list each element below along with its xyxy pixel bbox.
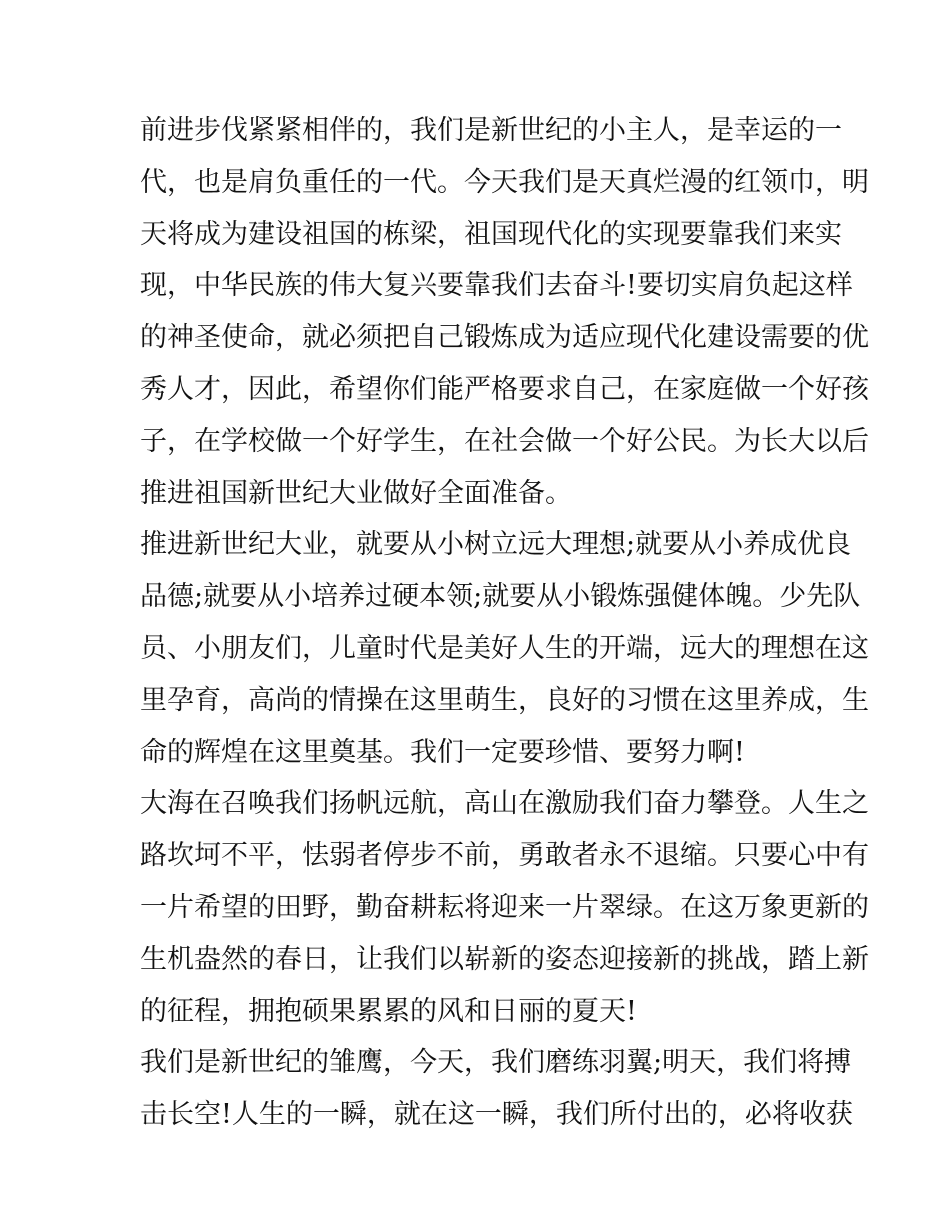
text-line: 代，也是肩负重任的一代。今天我们是天真烂漫的红领巾，明 <box>140 166 869 198</box>
text-line: 现，中华民族的伟大复兴要靠我们去奋斗!要切实肩负起这样 <box>140 270 853 302</box>
text-line: 推进祖国新世纪大业做好全面准备。 <box>140 477 572 509</box>
text-line: 秀人才，因此，希望你们能严格要求自己，在家庭做一个好孩 <box>140 373 869 405</box>
text-line: 推进新世纪大业，就要从小树立远大理想;就要从小养成优良 <box>140 529 852 561</box>
text-line: 我们是新世纪的雏鹰，今天，我们磨练羽翼;明天，我们将搏 <box>140 1047 852 1079</box>
text-line: 子，在学校做一个好学生，在社会做一个好公民。为长大以后 <box>140 425 869 457</box>
text-line: 天将成为建设祖国的栋梁，祖国现代化的实现要靠我们来实 <box>140 218 842 250</box>
text-line: 员、小朋友们，儿童时代是美好人生的开端，远大的理想在这 <box>140 632 869 664</box>
text-line: 前进步伐紧紧相伴的，我们是新世纪的小主人，是幸运的一 <box>140 115 842 146</box>
text-line: 命的辉煌在这里奠基。我们一定要珍惜、要努力啊! <box>140 736 745 768</box>
text-line: 的征程，拥抱硕果累累的风和日丽的夏天! <box>140 995 637 1027</box>
text-line: 生机盎然的春日，让我们以崭新的姿态迎接新的挑战，踏上新 <box>140 943 869 975</box>
text-line: 大海在召唤我们扬帆远航，高山在激励我们奋力攀登。人生之 <box>140 788 869 820</box>
text-line: 路坎坷不平，怯弱者停步不前，勇敢者永不退缩。只要心中有 <box>140 840 869 872</box>
text-line: 一片希望的田野，勤奋耕耘将迎来一片翠绿。在这万象更新的 <box>140 891 869 923</box>
text-line: 击长空!人生的一瞬，就在这一瞬，我们所付出的，必将收获 <box>140 1099 853 1131</box>
document-body <box>140 105 869 1141</box>
text-line: 的神圣使命，就必须把自己锻炼成为适应现代化建设需要的优 <box>140 322 869 354</box>
text-line: 品德;就要从小培养过硬本领;就要从小锻炼强健体魄。少先队 <box>140 581 861 613</box>
text-line: 里孕育，高尚的情操在这里萌生，良好的习惯在这里养成，生 <box>140 684 869 716</box>
